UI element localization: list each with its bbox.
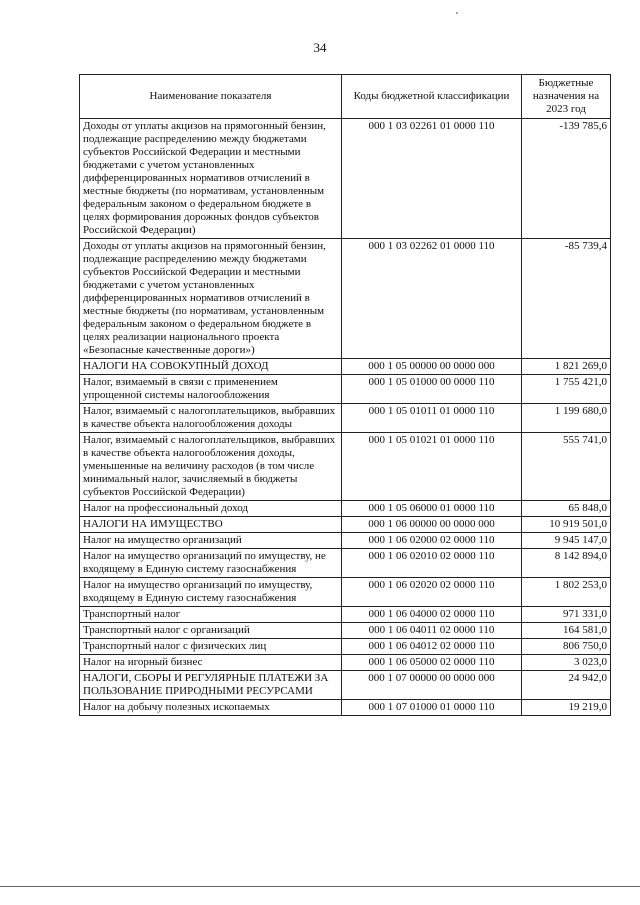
row-code-cell: 000 1 03 02261 01 0000 110 bbox=[342, 119, 522, 239]
row-amount-cell: 3 023,0 bbox=[522, 655, 611, 671]
row-amount-cell: 65 848,0 bbox=[522, 501, 611, 517]
table-row bbox=[80, 533, 611, 549]
row-name-cell: НАЛОГИ НА ИМУЩЕСТВО bbox=[80, 517, 342, 533]
row-code-cell: 000 1 06 02010 02 0000 110 bbox=[342, 549, 522, 578]
header-budget-amount: Бюджетные назначения на 2023 год bbox=[522, 75, 611, 119]
row-amount-cell: 1 821 269,0 bbox=[522, 359, 611, 375]
budget-table bbox=[79, 74, 611, 716]
row-name-cell: Доходы от уплаты акцизов на прямогонный бензин, подлежащие распределению между бюджетами субъектов Российской Федерации и местными бюджетами с учетом установленных дифференцированных нормативов отчислений в местные бюджеты (по нормативам, установленным федеральным законом о федеральном бюджете в целях формирования дорожных фондов субъектов Российской Федерации) bbox=[80, 119, 342, 239]
table-row bbox=[80, 433, 611, 501]
row-code-cell: 000 1 05 01011 01 0000 110 bbox=[342, 404, 522, 433]
table-row bbox=[80, 501, 611, 517]
table-row bbox=[80, 639, 611, 655]
row-code-cell: 000 1 05 01000 00 0000 110 bbox=[342, 375, 522, 404]
row-amount-cell: -139 785,6 bbox=[522, 119, 611, 239]
table-row bbox=[80, 375, 611, 404]
row-code-cell: 000 1 07 00000 00 0000 000 bbox=[342, 671, 522, 700]
row-code-cell: 000 1 06 04012 02 0000 110 bbox=[342, 639, 522, 655]
row-amount-cell: 164 581,0 bbox=[522, 623, 611, 639]
table-row bbox=[80, 119, 611, 239]
header-indicator-name: Наименование показателя bbox=[80, 75, 342, 119]
row-code-cell: 000 1 06 02000 02 0000 110 bbox=[342, 533, 522, 549]
table-row bbox=[80, 700, 611, 716]
header-budget-code: Коды бюджетной классификации bbox=[342, 75, 522, 119]
page-bottom-edge bbox=[0, 886, 640, 887]
row-name-cell: НАЛОГИ, СБОРЫ И РЕГУЛЯРНЫЕ ПЛАТЕЖИ ЗА ПОЛЬЗОВАНИЕ ПРИРОДНЫМИ РЕСУРСАМИ bbox=[80, 671, 342, 700]
scan-mark bbox=[456, 12, 458, 14]
row-name-cell: Налог на имущество организаций по имуществу, не входящему в Единую систему газоснабжения bbox=[80, 549, 342, 578]
table-row bbox=[80, 404, 611, 433]
row-amount-cell: 1 802 253,0 bbox=[522, 578, 611, 607]
row-name-cell: Налог, взимаемый с налогоплательщиков, выбравших в качестве объекта налогообложения доходы, уменьшенные на величину расходов (в том числе минимальный налог, зачисляемый в бюджеты субъектов Российской Федерации) bbox=[80, 433, 342, 501]
table-row bbox=[80, 517, 611, 533]
row-name-cell: Налог на имущество организаций по имуществу, входящему в Единую систему газоснабжения bbox=[80, 578, 342, 607]
row-name-cell: Налог, взимаемый с налогоплательщиков, выбравших в качестве объекта налогообложения доходы bbox=[80, 404, 342, 433]
row-amount-cell: 971 331,0 bbox=[522, 607, 611, 623]
row-amount-cell: 19 219,0 bbox=[522, 700, 611, 716]
table-header-row bbox=[80, 75, 611, 119]
row-code-cell: 000 1 06 04011 02 0000 110 bbox=[342, 623, 522, 639]
table-row bbox=[80, 655, 611, 671]
row-name-cell: Доходы от уплаты акцизов на прямогонный бензин, подлежащие распределению между бюджетами субъектов Российской Федерации и местными бюджетами с учетом установленных дифференцированных нормативов отчислений в местные бюджеты (по нормативам, установленным федеральным законом о федеральном бюджете в целях реализации национального проекта «Безопасные качественные дороги») bbox=[80, 239, 342, 359]
table-row bbox=[80, 607, 611, 623]
row-amount-cell: 1 755 421,0 bbox=[522, 375, 611, 404]
table-row bbox=[80, 578, 611, 607]
row-amount-cell: 8 142 894,0 bbox=[522, 549, 611, 578]
row-name-cell: Налог, взимаемый в связи с применением упрощенной системы налогообложения bbox=[80, 375, 342, 404]
row-code-cell: 000 1 05 01021 01 0000 110 bbox=[342, 433, 522, 501]
row-name-cell: Налог на профессиональный доход bbox=[80, 501, 342, 517]
row-amount-cell: 806 750,0 bbox=[522, 639, 611, 655]
row-name-cell: Налог на игорный бизнес bbox=[80, 655, 342, 671]
row-code-cell: 000 1 07 01000 01 0000 110 bbox=[342, 700, 522, 716]
row-name-cell: НАЛОГИ НА СОВОКУПНЫЙ ДОХОД bbox=[80, 359, 342, 375]
table-row bbox=[80, 623, 611, 639]
row-code-cell: 000 1 06 00000 00 0000 000 bbox=[342, 517, 522, 533]
row-amount-cell: 1 199 680,0 bbox=[522, 404, 611, 433]
row-amount-cell: -85 739,4 bbox=[522, 239, 611, 359]
row-code-cell: 000 1 06 05000 02 0000 110 bbox=[342, 655, 522, 671]
table-row bbox=[80, 671, 611, 700]
row-code-cell: 000 1 06 02020 02 0000 110 bbox=[342, 578, 522, 607]
row-amount-cell: 10 919 501,0 bbox=[522, 517, 611, 533]
row-code-cell: 000 1 05 00000 00 0000 000 bbox=[342, 359, 522, 375]
table-row bbox=[80, 359, 611, 375]
table-row bbox=[80, 549, 611, 578]
row-amount-cell: 9 945 147,0 bbox=[522, 533, 611, 549]
row-amount-cell: 555 741,0 bbox=[522, 433, 611, 501]
row-name-cell: Транспортный налог с физических лиц bbox=[80, 639, 342, 655]
row-name-cell: Транспортный налог bbox=[80, 607, 342, 623]
row-code-cell: 000 1 03 02262 01 0000 110 bbox=[342, 239, 522, 359]
row-code-cell: 000 1 05 06000 01 0000 110 bbox=[342, 501, 522, 517]
row-name-cell: Налог на имущество организаций bbox=[80, 533, 342, 549]
row-code-cell: 000 1 06 04000 02 0000 110 bbox=[342, 607, 522, 623]
row-amount-cell: 24 942,0 bbox=[522, 671, 611, 700]
row-name-cell: Налог на добычу полезных ископаемых bbox=[80, 700, 342, 716]
page-number: 34 bbox=[313, 40, 327, 55]
row-name-cell: Транспортный налог с организаций bbox=[80, 623, 342, 639]
table-row bbox=[80, 239, 611, 359]
